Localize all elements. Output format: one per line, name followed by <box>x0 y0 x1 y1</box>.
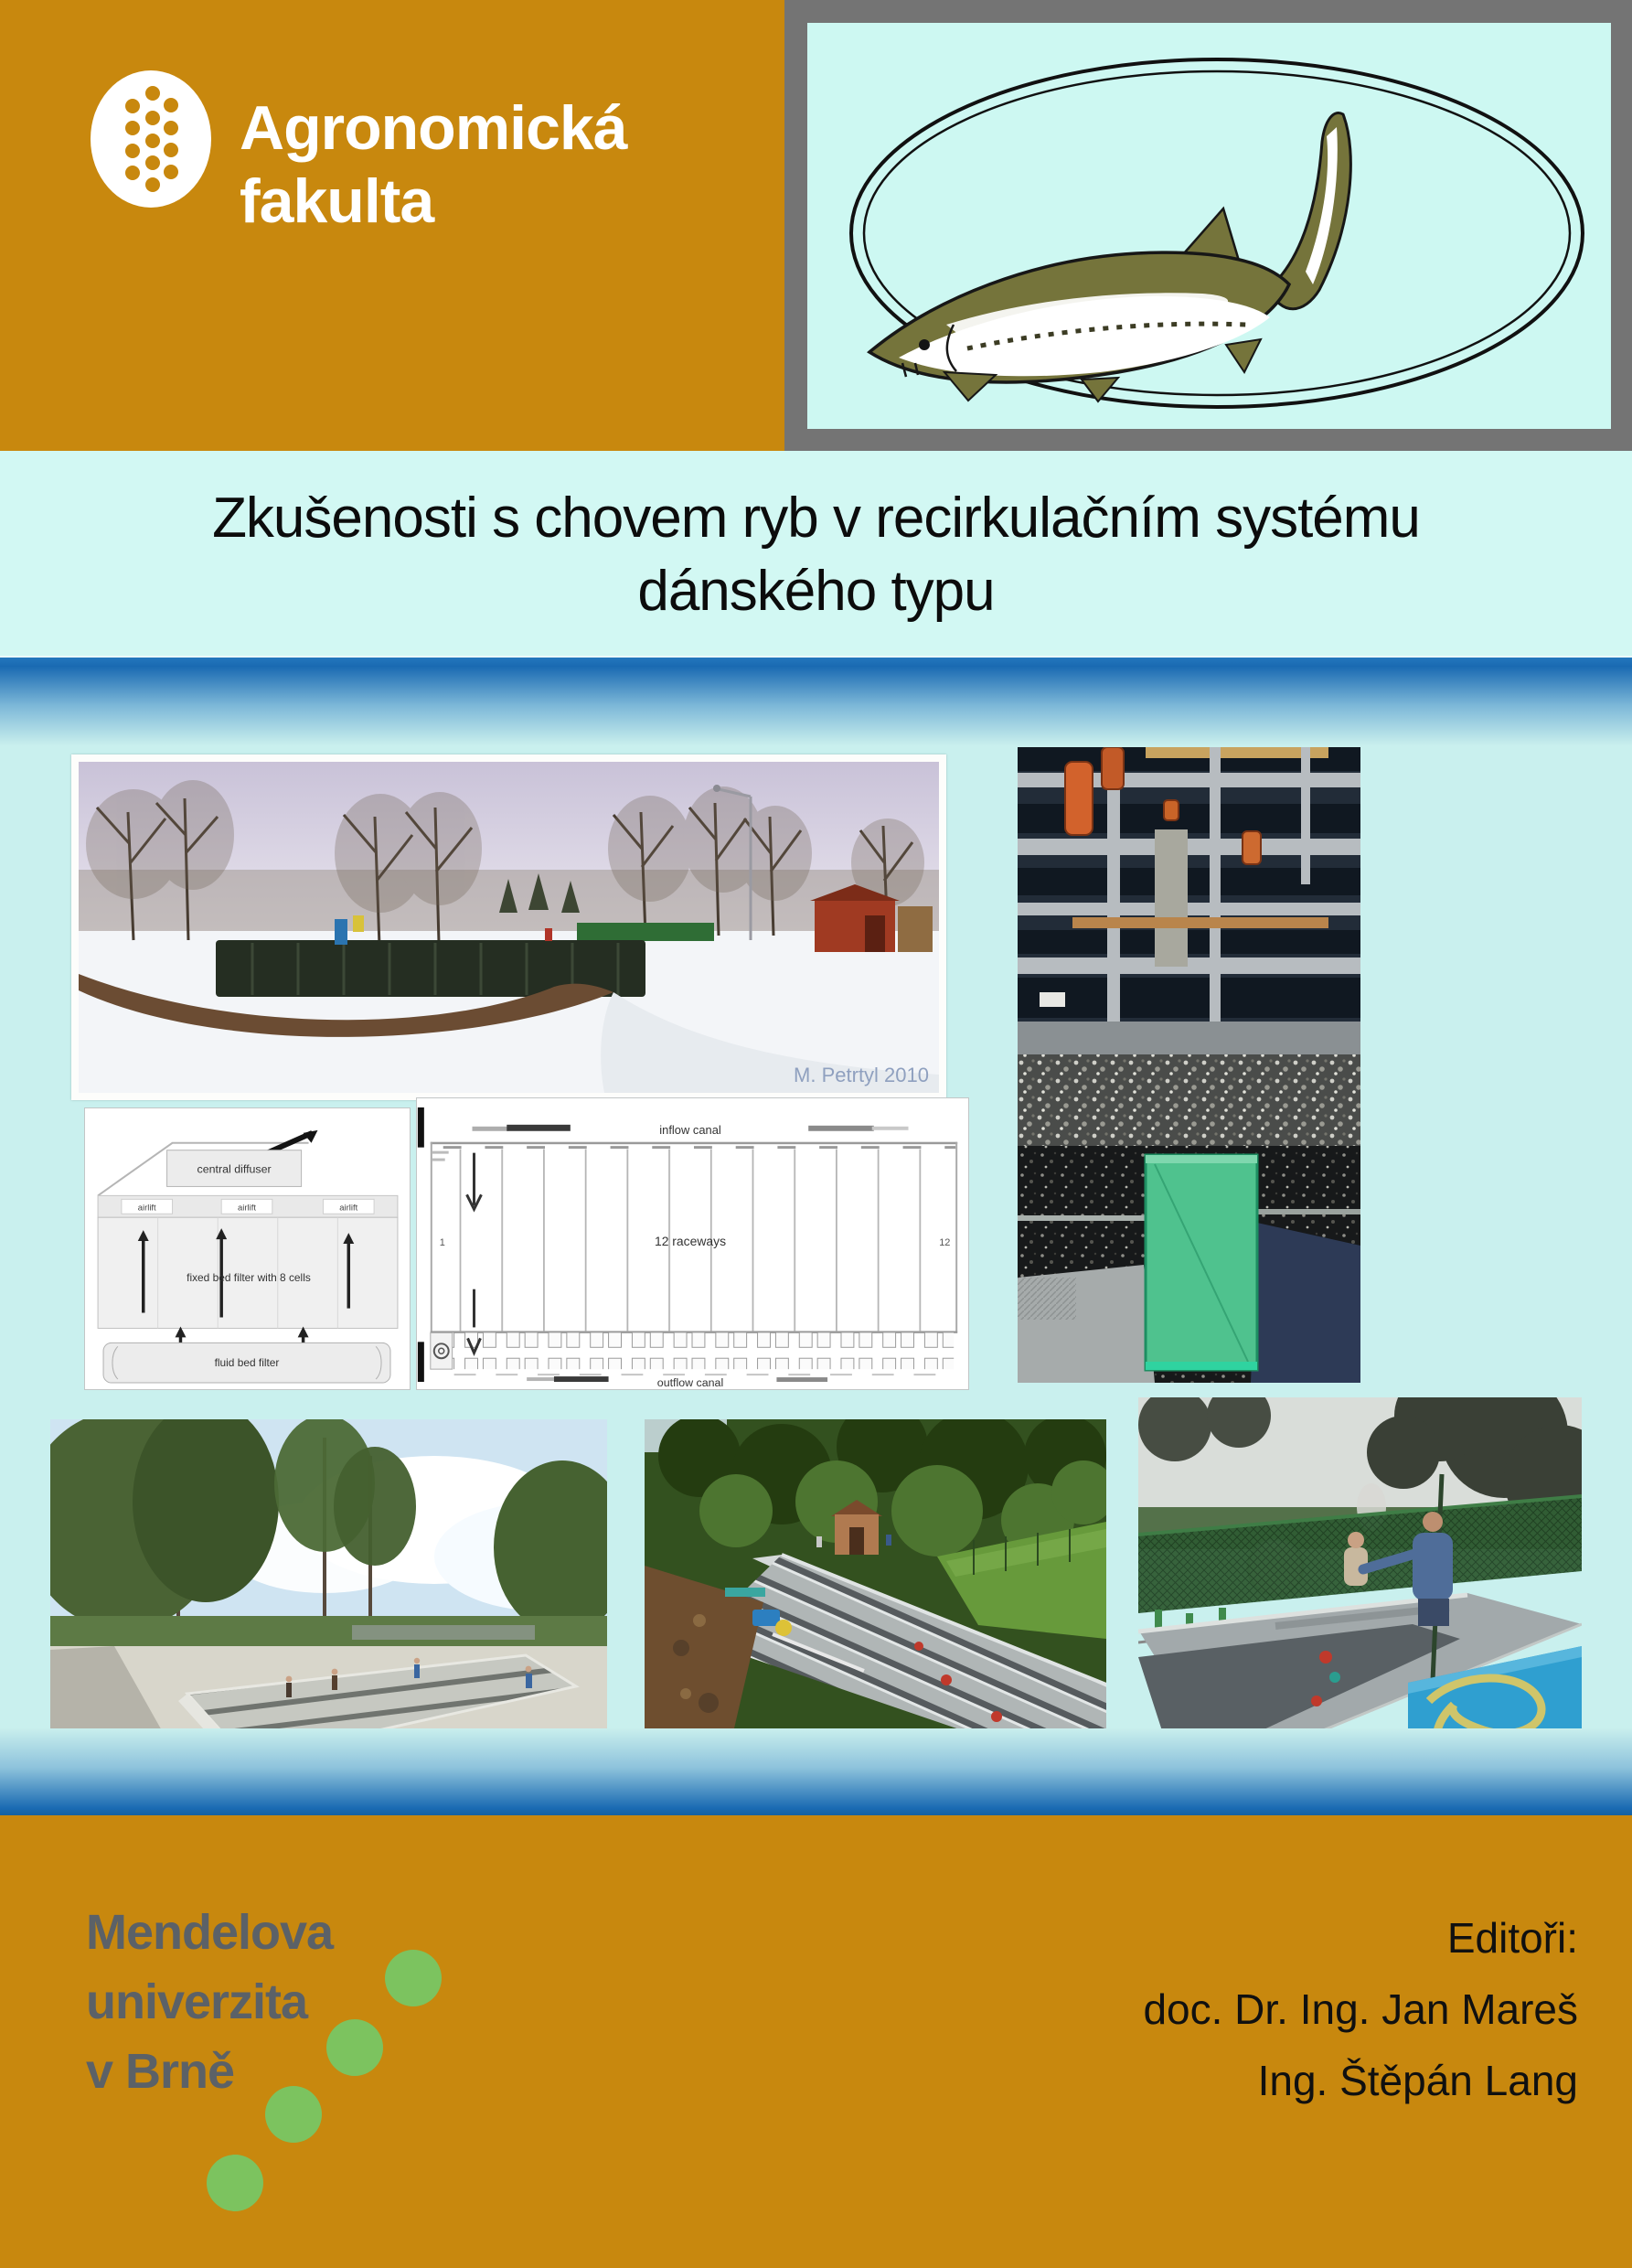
university-name-line3: v Brně <box>86 2044 235 2099</box>
agronomy-faculty-grain-icon <box>91 70 211 208</box>
diagram-label-fixed-bed: fixed bed filter with 8 cells <box>187 1270 311 1284</box>
diagram-label-lane12: 12 <box>939 1236 951 1248</box>
diagram-label-airlift-3: airlift <box>339 1202 358 1213</box>
cover-title-line1: Zkušenosti s chovem ryb v recirkulačním systému <box>212 487 1420 550</box>
photo-tanks-biofilter <box>1018 747 1360 1383</box>
diagram-label-raceways: 12 raceways <box>654 1233 727 1248</box>
diagram-label-airlift-2: airlift <box>238 1202 256 1213</box>
diagram-label-outflow: outflow canal <box>656 1376 724 1389</box>
university-name-line2: univerzita <box>86 1974 308 2029</box>
university-dots-icon <box>165 1934 457 2236</box>
sturgeon-emblem-icon <box>807 23 1611 429</box>
blue-gradient-top <box>0 656 1632 745</box>
header-band <box>0 0 1632 451</box>
photo-workers-harvest <box>1138 1397 1582 1771</box>
photo-construction-site <box>50 1419 607 1776</box>
footer-band <box>0 1815 1632 2268</box>
photo-winter-farm <box>71 754 946 1100</box>
diagram-label-central-diffuser: central diffuser <box>197 1162 272 1176</box>
diagram-label-fluid-bed: fluid bed filter <box>214 1356 280 1370</box>
editors-label: Editoři: <box>1446 1914 1578 1962</box>
cover-title-line2: dánského typu <box>637 560 995 623</box>
photo-collage <box>0 745 1632 1728</box>
diagram-label-airlift-1: airlift <box>137 1202 156 1213</box>
fish-emblem-frame <box>784 0 1632 451</box>
university-name-line1: Mendelova <box>86 1905 334 1960</box>
diagram-biofilter <box>84 1107 411 1390</box>
green-lid <box>1146 1155 1257 1370</box>
editor-2: Ing. Štěpán Lang <box>1257 2057 1578 2104</box>
photo-raceways-construction <box>645 1419 1106 1780</box>
faculty-name-line2: fakulta <box>240 166 434 236</box>
diagram-label-lane1: 1 <box>439 1236 445 1248</box>
blue-gradient-bottom <box>0 1728 1632 1815</box>
photo-watermark: M. Petrtyl 2010 <box>794 1064 929 1086</box>
faculty-name <box>240 91 627 238</box>
editor-1: doc. Dr. Ing. Jan Mareš <box>1143 1985 1578 2033</box>
diagram-label-inflow: inflow canal <box>659 1122 721 1137</box>
cover-title <box>0 451 1632 656</box>
fish-emblem-panel <box>807 23 1611 429</box>
diagram-raceways <box>416 1097 969 1390</box>
editors-block <box>1143 1902 1578 2116</box>
faculty-name-line1: Agronomická <box>240 93 627 163</box>
